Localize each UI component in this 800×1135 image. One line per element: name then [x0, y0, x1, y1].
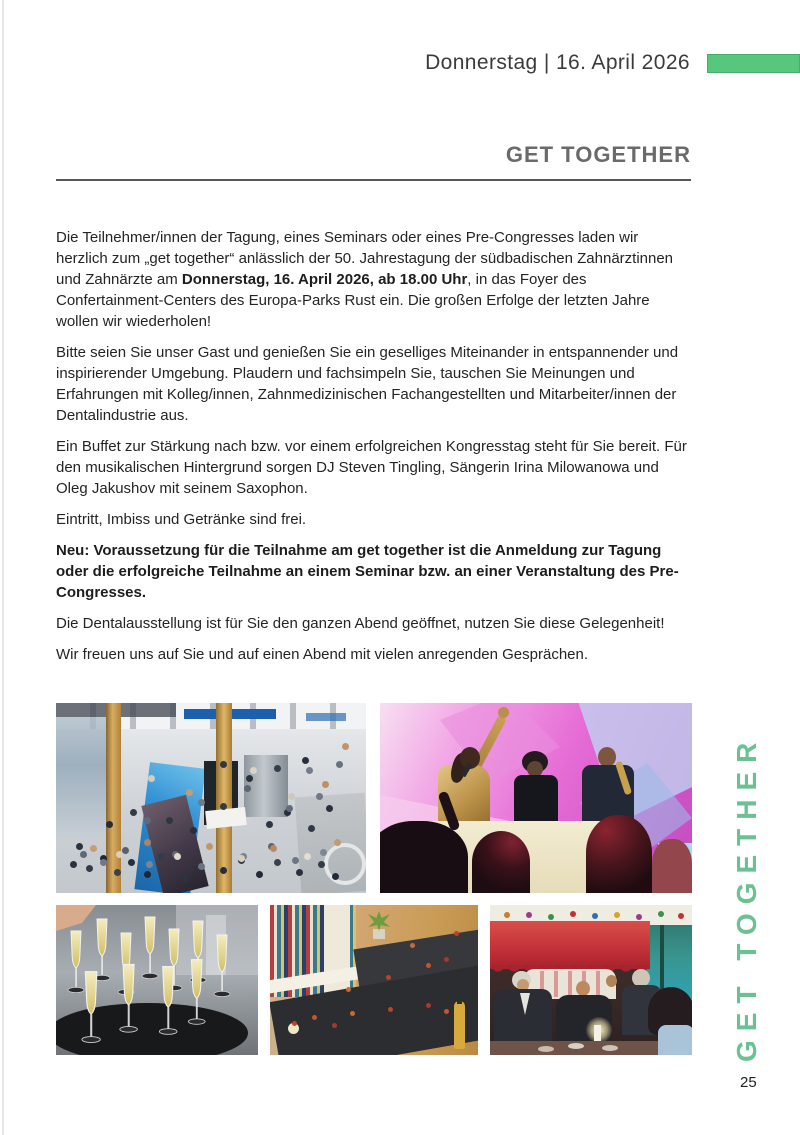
- photo-grid: [56, 703, 692, 1055]
- photo-decor: [380, 821, 468, 893]
- photo-decor: [306, 713, 346, 721]
- page-title: GET TOGETHER: [505, 142, 691, 167]
- champagne-illustration: [56, 905, 258, 1055]
- photo-decor: [324, 843, 366, 885]
- paragraph-exhibition-open: Die Dentalausstellung ist für Sie den ganzen Abend geöffnet, nutzen Sie diese Gelegenheit!: [56, 615, 665, 632]
- photo-decor: [368, 911, 390, 931]
- page-edge-line: [2, 0, 4, 1135]
- photo-decor: [514, 775, 558, 823]
- photo-stage-performance: [380, 703, 692, 893]
- photo-decor: [594, 1025, 601, 1041]
- photo-decor: [292, 1021, 297, 1026]
- photo-decor: [498, 707, 509, 718]
- photo-decor: [324, 905, 350, 1001]
- photo-row-bottom: [56, 905, 692, 1055]
- photo-decor: [90, 845, 97, 852]
- title-rule: [56, 179, 691, 181]
- photo-decor: [606, 975, 617, 987]
- header-accent-bar: [707, 54, 800, 73]
- photo-buffet-appetizers: [270, 905, 478, 1055]
- paragraph-guests: Bitte seien Sie unser Gast und genießen Sie ein geselliges Miteinander in entspannender und inspirierender Umgebung. Plaudern und fachsimpeln Sie, tauschen Sie Meinungen und Erfahrungen mit Kolleg/innen, Zahnmedizinischen Fachangestellten und Mitarbeiter/innen der Dentalindustrie aus.: [56, 344, 679, 424]
- photo-decor: [454, 1001, 465, 1049]
- paragraph-new-requirement: Neu: Voraussetzung für die Teilnahme am get together ist die Anmeldung zur Tagung oder die erfolgreiche Teilnahme an einem Seminar bzw. an einer Veranstaltung des Pre-Congresses.: [56, 542, 679, 601]
- body-text: [56, 227, 692, 675]
- paragraph-intro: [56, 227, 692, 332]
- photo-decor: [652, 839, 692, 893]
- paragraph-closing: Wir freuen uns auf Sie und auf einen Abend mit vielen anregenden Gesprächen.: [56, 646, 589, 663]
- side-vertical-label: GET TOGETHER: [731, 733, 762, 1062]
- photo-decor: [244, 755, 288, 817]
- photo-decor: [106, 703, 121, 893]
- photo-decor: [504, 912, 510, 918]
- photo-decor: [457, 995, 462, 1004]
- photo-evening-gathering: [490, 905, 692, 1055]
- photo-decor: [490, 921, 650, 969]
- photo-decor: [70, 861, 77, 868]
- photo-champagne-glasses: [56, 905, 258, 1055]
- photo-exhibition-hall: [56, 703, 366, 893]
- event-datetime-bold: Donnerstag, 16. April 2026, ab 18.00 Uhr: [181, 271, 468, 288]
- paragraph-free-entry: Eintritt, Imbiss und Getränke sind frei.: [56, 511, 307, 528]
- paragraph-intro-text-2: , in das Foyer des Confertainment-Centers des Europa-Parks Rust ein. Die großen Erfolge der letzten Jahre wollen wir wiederholen!: [56, 271, 650, 330]
- photo-decor: [80, 851, 87, 858]
- photo-row-top: [56, 703, 692, 893]
- photo-decor: [216, 703, 232, 893]
- photo-decor: [568, 1043, 584, 1049]
- photo-decor: [472, 831, 530, 893]
- photo-decor: [586, 815, 652, 893]
- photo-decor: [205, 807, 247, 829]
- paragraph-intro-text: Die Teilnehmer/innen der Tagung, eines Seminars oder eines Pre-Congresses laden wir herzlich zum „get together“ anlässlich der 50. Jahrestagung der südbadischen Zahnärztinnen und Zahnärzte am: [56, 229, 674, 288]
- photo-decor: [576, 981, 590, 996]
- header-date: Donnerstag | 16. April 2026: [425, 51, 690, 74]
- photo-decor: [598, 747, 616, 767]
- paragraph-buffet-music: Ein Buffet zur Stärkung nach bzw. vor einem erfolgreichen Kongresstag steht für Sie bereit. Für den musikalischen Hintergrund sorgen DJ Steven Tingling, Sängerin Irina Milowanowa und Oleg Jakushov mit seinem Saxophon.: [56, 438, 687, 497]
- page-number: 25: [740, 1074, 757, 1091]
- photo-decor: [658, 1025, 692, 1055]
